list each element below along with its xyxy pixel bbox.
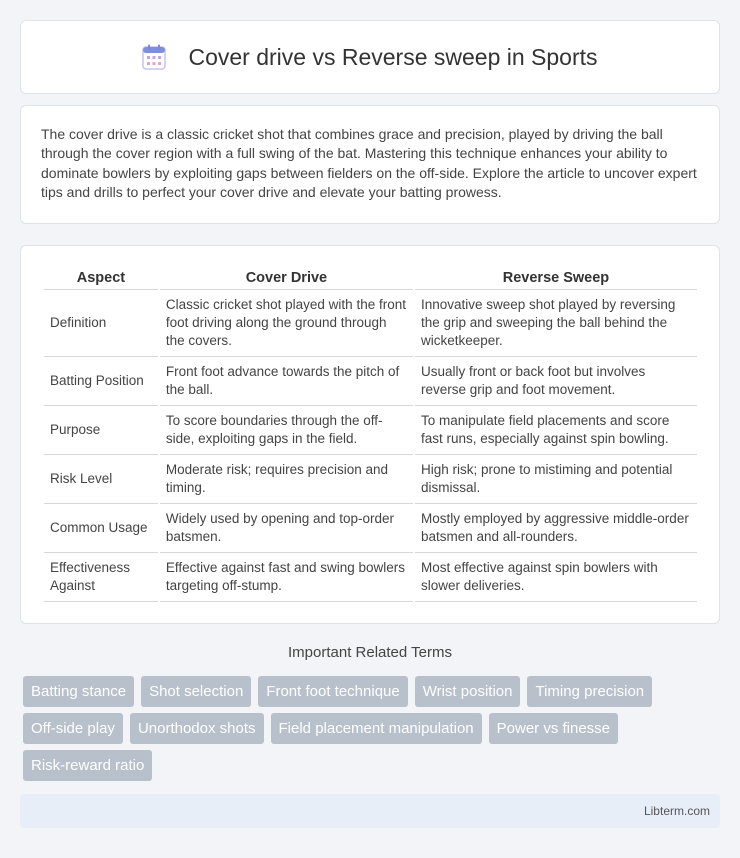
tag-off-side-play[interactable]: Off-side play (23, 713, 123, 744)
row-aspect: Risk Level (44, 455, 158, 504)
tag-wrist-position[interactable]: Wrist position (415, 676, 521, 707)
table-row (44, 553, 697, 602)
row-reverse-sweep: Innovative sweep shot played by reversing the grip and sweeping the ball behind the wicketkeeper. (415, 290, 697, 357)
table-row (44, 290, 697, 357)
table-header-row (44, 266, 697, 290)
related-terms-title: Important Related Terms (288, 644, 452, 661)
row-cover-drive: To score boundaries through the off-side, exploiting gaps in the field. (160, 406, 413, 455)
related-terms-list (23, 676, 723, 787)
header-cover-drive: Cover Drive (160, 266, 413, 290)
tag-shot-selection[interactable]: Shot selection (141, 676, 251, 707)
comparison-section (20, 245, 720, 624)
row-cover-drive: Widely used by opening and top-order batsmen. (160, 504, 413, 553)
row-aspect: Definition (44, 290, 158, 357)
tag-batting-stance[interactable]: Batting stance (23, 676, 134, 707)
page-header (20, 20, 720, 94)
header-aspect: Aspect (44, 266, 158, 290)
header-reverse-sweep: Reverse Sweep (415, 266, 697, 290)
table-row (44, 406, 697, 455)
page-title: Cover drive vs Reverse sweep in Sports (188, 43, 598, 70)
row-aspect: Purpose (44, 406, 158, 455)
row-aspect: Effectiveness Against (44, 553, 158, 602)
calendar-icon (142, 44, 166, 70)
tag-power-vs-finesse[interactable]: Power vs finesse (489, 713, 618, 744)
row-reverse-sweep: Most effective against spin bowlers with slower deliveries. (415, 553, 697, 602)
row-aspect: Batting Position (44, 357, 158, 406)
row-reverse-sweep: High risk; prone to mistiming and potential dismissal. (415, 455, 697, 504)
table-row (44, 455, 697, 504)
row-cover-drive: Classic cricket shot played with the front foot driving along the ground through the covers. (160, 290, 413, 357)
tag-field-placement-manipulation[interactable]: Field placement manipulation (271, 713, 482, 744)
tag-front-foot-technique[interactable]: Front foot technique (258, 676, 407, 707)
row-cover-drive: Effective against fast and swing bowlers targeting off-stump. (160, 553, 413, 602)
row-reverse-sweep: Mostly employed by aggressive middle-order batsmen and all-rounders. (415, 504, 697, 553)
intro-text: The cover drive is a classic cricket shot that combines grace and precision, played by driving the ball through the cover region with a full swing of the bat. Mastering this technique enhances your ability to dominate bowlers by exploiting gaps between fielders on the off-side. Explore the article to uncover expert tips and drills to perfect your cover drive and elevate your batting prowess. (41, 126, 697, 201)
row-cover-drive: Moderate risk; requires precision and timing. (160, 455, 413, 504)
intro-section (20, 105, 720, 224)
table-row (44, 357, 697, 406)
tag-unorthodox-shots[interactable]: Unorthodox shots (130, 713, 264, 744)
row-cover-drive: Front foot advance towards the pitch of the ball. (160, 357, 413, 406)
footer (20, 794, 720, 828)
row-reverse-sweep: Usually front or back foot but involves reverse grip and foot movement. (415, 357, 697, 406)
table-row (44, 504, 697, 553)
tag-risk-reward-ratio[interactable]: Risk-reward ratio (23, 750, 152, 781)
footer-brand-link[interactable]: Libterm.com (643, 804, 710, 818)
row-reverse-sweep: To manipulate field placements and score fast runs, especially against spin bowling. (415, 406, 697, 455)
comparison-table (42, 266, 699, 602)
tag-timing-precision[interactable]: Timing precision (527, 676, 652, 707)
row-aspect: Common Usage (44, 504, 158, 553)
